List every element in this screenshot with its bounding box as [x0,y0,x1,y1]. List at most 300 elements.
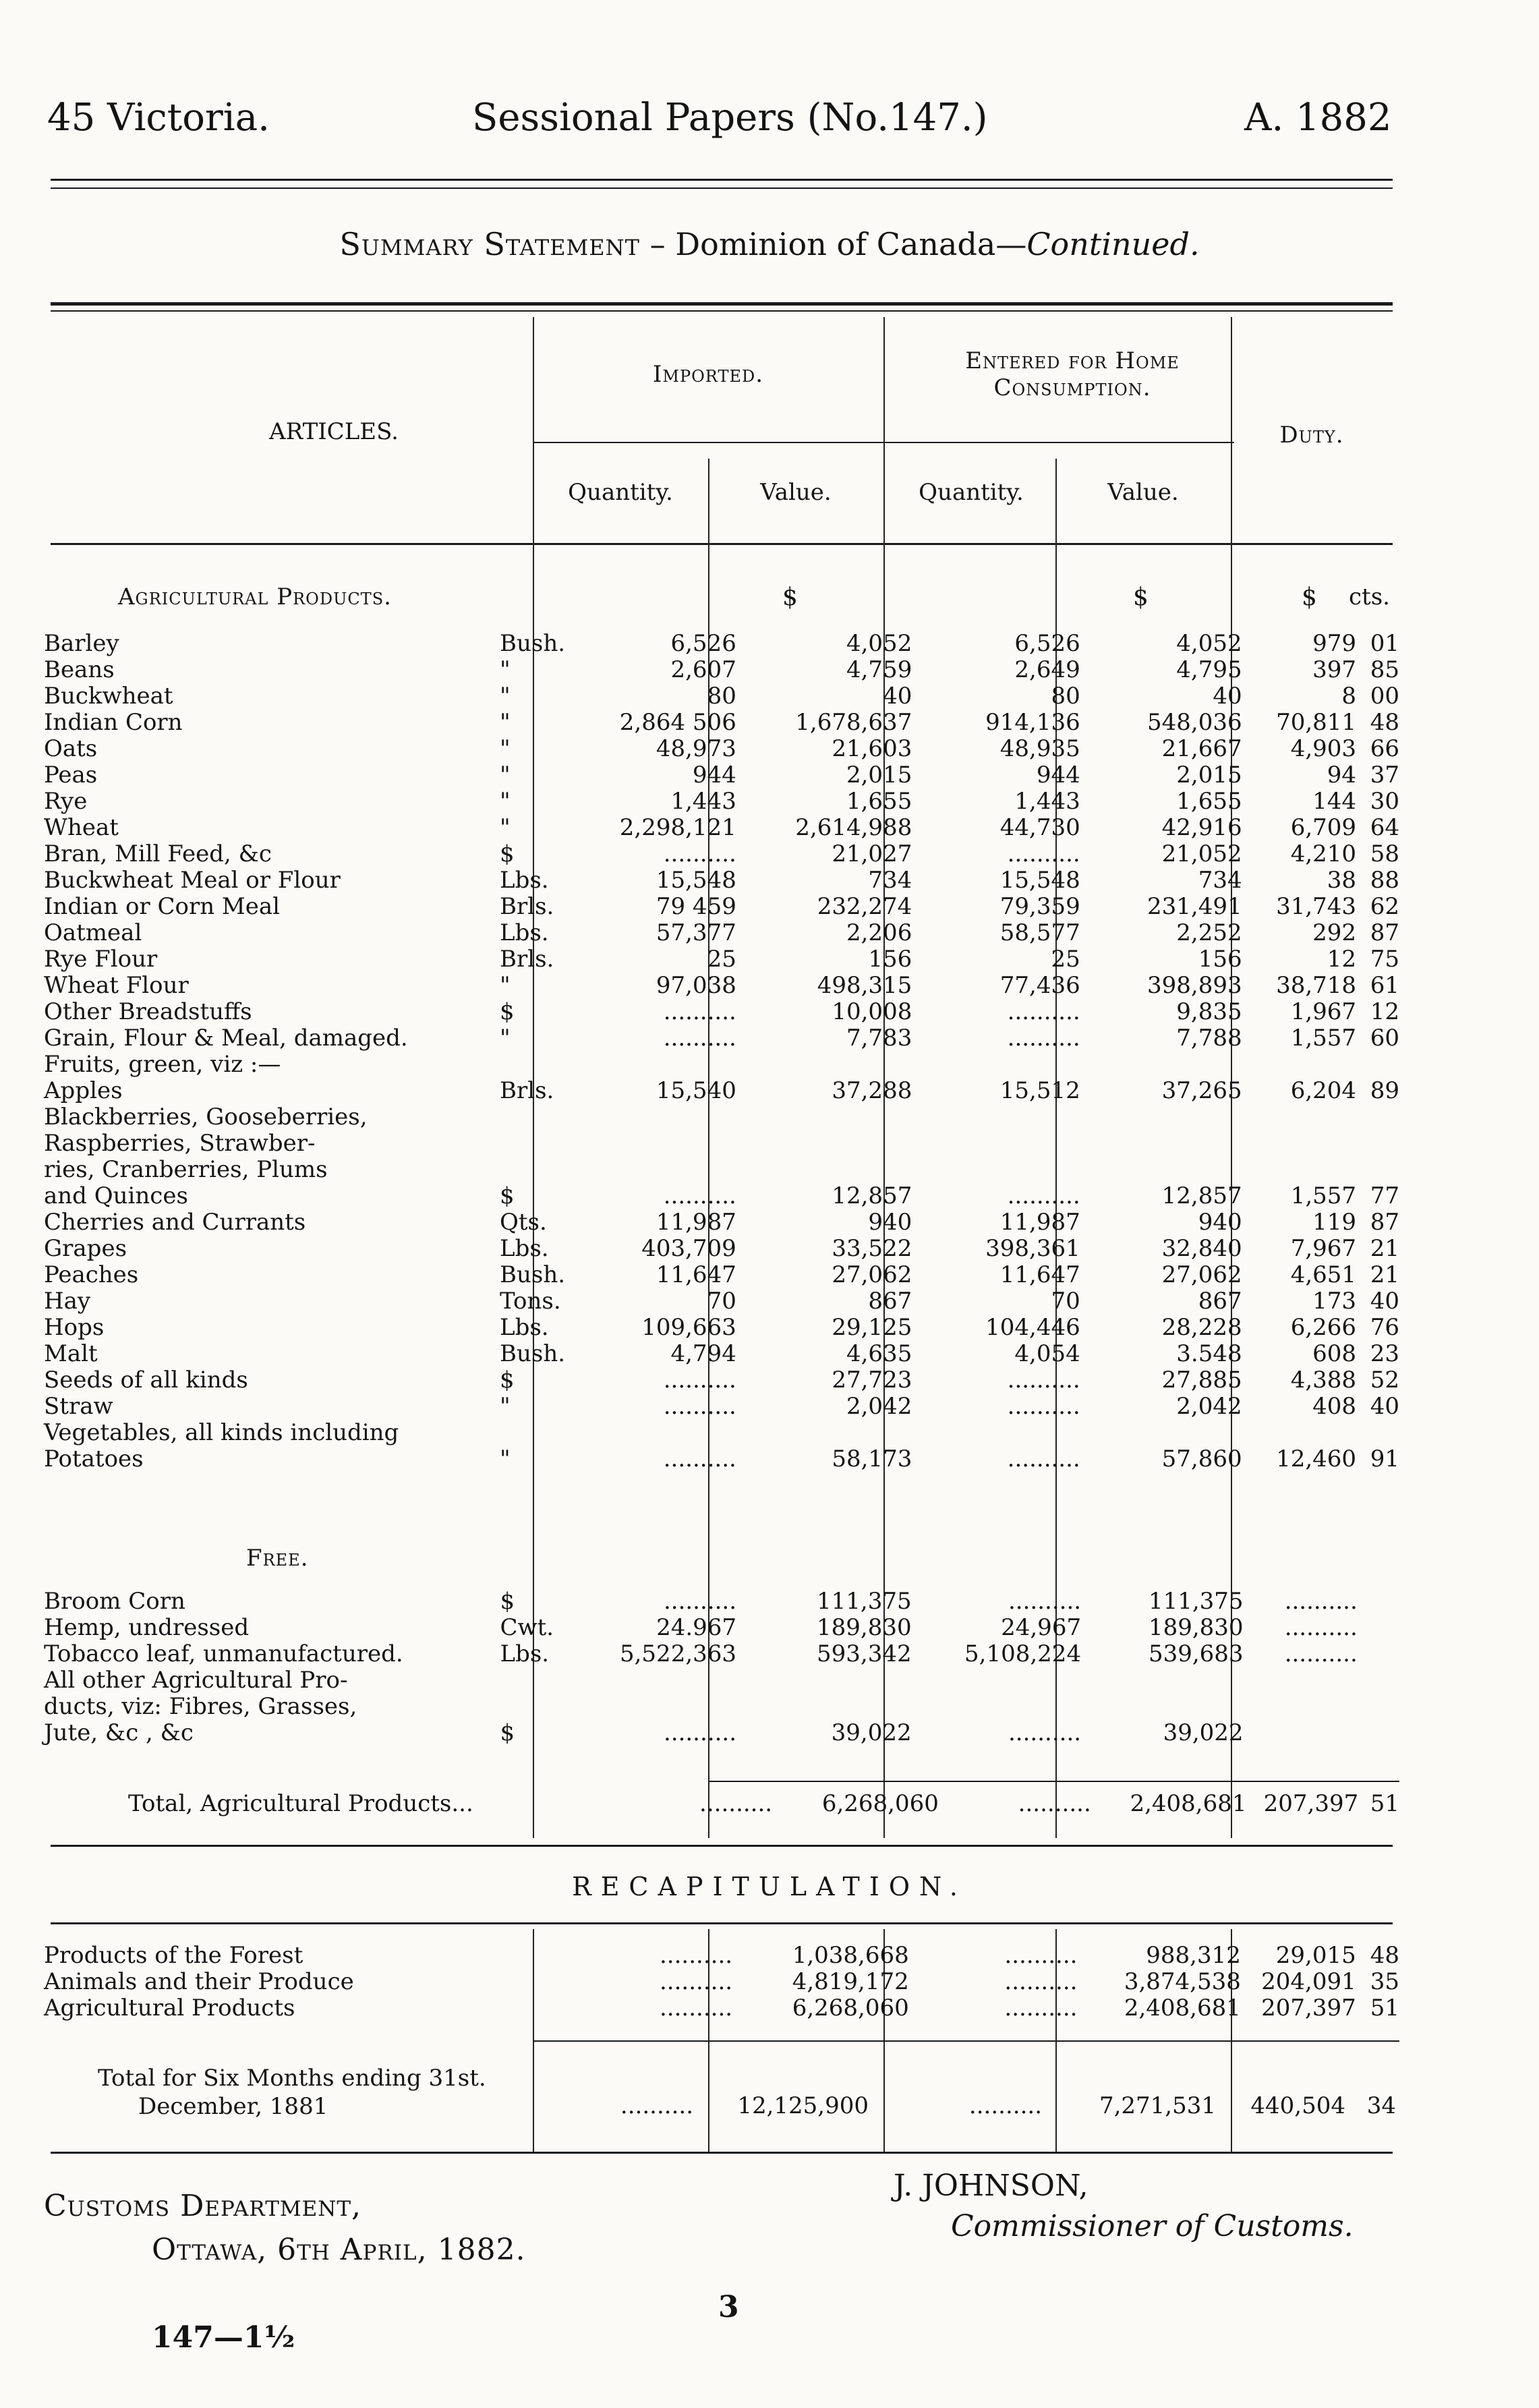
section-free: Free. [246,1545,309,1572]
article-name: Cherries and Currants [44,1209,306,1236]
duty-cents: 12 [1370,998,1399,1025]
entered-quantity: .......... [1007,840,1080,867]
col-quantity-imported: Quantity. [568,479,673,506]
agricultural-row [44,1315,1399,1341]
imported-value: 111,375 [817,1588,912,1615]
article-name: Products of the Forest [44,1942,303,1969]
duty-dollars: 173 [1312,1288,1357,1315]
entered-value: 867 [1198,1288,1242,1315]
entered-value: 27,885 [1161,1367,1242,1394]
recap-total-dd: 440,504 [1250,2092,1345,2119]
imported-value: 39,022 [831,1719,912,1746]
entered-quantity: .......... [1008,1588,1082,1615]
imported-value: 4,052 [846,630,912,657]
footer-department: Customs Department, [44,2189,362,2223]
agricultural-row [44,1078,1399,1104]
header-rule-1 [51,179,1393,181]
entered-value: 4,052 [1176,630,1242,657]
imported-value: 1,038,668 [792,1942,909,1969]
entered-value: 21,052 [1161,840,1242,867]
total-agri-dd: 207,397 [1263,1790,1359,1817]
entered-quantity: 2,649 [1014,656,1080,683]
header-rule-2 [51,188,1393,189]
unit: Lbs. [499,919,549,946]
article-name: Potatoes [44,1445,144,1472]
title-main: Dominion of Canada— [675,226,1027,262]
total-bottom-rule [51,1845,1393,1847]
entered-value: 42,916 [1161,814,1242,841]
duty-cents: 58 [1370,840,1399,867]
recap-total-line2: December, 1881 [138,2093,328,2120]
duty-dollars [1242,1052,1356,1078]
unit: Bush. [499,1261,566,1288]
entered-value: 57,860 [1161,1445,1242,1472]
recap-bottom-rule [51,2152,1393,2154]
duty-dollars: .......... [1284,1614,1358,1641]
duty-dollars: 397 [1312,656,1357,683]
title-continued: Continued. [1026,226,1200,262]
unit [500,1130,571,1157]
entered-value: 156 [1198,946,1242,973]
duty-dollars [1244,1667,1358,1694]
imported-quantity: 4,794 [670,1340,736,1367]
article-name: Agricultural Products [44,1995,295,2022]
imported-quantity: 97,038 [656,972,736,999]
duty-dollars: 12 [1327,946,1357,973]
duty-cents: 66 [1370,735,1399,762]
entered-quantity: 11,647 [999,1261,1080,1288]
free-table [44,1588,1399,1746]
agricultural-row [44,973,1399,999]
duty-cents: 37 [1370,762,1399,789]
total-agri-label: Total, Agricultural Products... [128,1790,473,1817]
recap-total-v2: 7,271,531 [1099,2092,1216,2119]
agricultural-row [44,631,1399,657]
duty-cents: 21 [1370,1261,1399,1288]
article-name: Oatmeal [44,919,142,946]
imported-quantity: 1,443 [670,788,736,815]
imported-value: 4,635 [846,1340,912,1367]
entered-value: 2,042 [1176,1393,1242,1420]
unit: $ [499,1182,515,1209]
unit [500,1694,570,1720]
imported-value: 498,315 [817,972,912,999]
article-name: Buckwheat Meal or Flour [44,867,341,894]
entered-value: 37,265 [1161,1077,1242,1104]
article-name: Peaches [44,1261,139,1288]
unit [499,1995,567,2022]
agricultural-row [44,920,1399,946]
page-title [0,226,1539,262]
total-agri-q2: .......... [1018,1790,1091,1817]
imported-quantity: .......... [660,1968,733,1995]
article-name: Fruits, green, viz :— [44,1051,281,1078]
unit: " [499,683,511,710]
unit: " [499,656,511,683]
free-row [44,1720,1399,1746]
total-agri-v1: 6,268,060 [821,1790,939,1817]
agricultural-row [44,999,1399,1025]
imported-value: 2,206 [846,919,912,946]
imported-quantity: .......... [663,1025,736,1052]
imported-quantity: .......... [663,998,736,1025]
article-name: Raspberries, Strawber- [44,1130,316,1157]
imported-quantity: .......... [663,1445,736,1472]
entered-value [1080,1157,1242,1183]
duty-cents [1358,1720,1399,1746]
duty-cents [1356,1420,1399,1446]
entered-value: 21,667 [1161,735,1242,762]
entered-quantity: 914,136 [985,709,1080,736]
footer-signer: J. JOHNSON, [894,2169,1088,2203]
imported-value: 1,678,637 [795,709,912,736]
duty-dollars: 408 [1312,1393,1357,1420]
duty-dollars: 608 [1312,1340,1357,1367]
entered-value: 734 [1198,867,1242,894]
imported-quantity: 57,377 [656,919,736,946]
agricultural-row [44,683,1399,710]
entered-quantity: 77,436 [999,972,1080,999]
duty-cents: 60 [1370,1025,1399,1052]
unit [499,1969,567,1995]
entered-value [1081,1694,1243,1720]
entered-value [1080,1130,1242,1157]
recap-row [44,1995,1399,2022]
entered-value [1080,1104,1242,1130]
agricultural-row [44,867,1399,894]
imported-quantity [571,1104,736,1130]
duty-cents: 64 [1370,814,1399,841]
duty-cents: 77 [1370,1182,1399,1209]
unit: Cwt. [500,1614,554,1641]
imported-quantity: 11,987 [656,1209,736,1236]
unit: $ [499,1367,515,1394]
imported-quantity: .......... [663,1393,736,1420]
unit [500,1420,571,1446]
imported-quantity: .......... [660,1995,733,2022]
agricultural-row [44,1130,1399,1157]
imported-quantity [571,1130,736,1157]
imported-quantity: .......... [663,1367,736,1394]
article-name: Indian or Corn Meal [44,893,280,920]
total-agri-row [44,1791,1399,1817]
imported-value: 156 [868,946,912,973]
entered-quantity: 80 [1051,683,1080,710]
recap-row [44,1969,1399,1995]
imported-value [736,1130,912,1157]
duty-dollars: 4,651 [1290,1261,1357,1288]
unit: " [499,1025,511,1052]
duty-cents [1358,1588,1399,1615]
duty-dollars [1242,1104,1356,1130]
imported-quantity: .......... [660,1942,733,1969]
agricultural-row [44,841,1399,867]
duty-cents: 01 [1370,630,1399,657]
agricultural-row [44,1209,1399,1236]
recap-rule [51,1922,1393,1924]
unit: $ [499,998,515,1025]
entered-value: 189,830 [1148,1614,1244,1641]
article-name: Barley [44,630,119,657]
duty-dollars: 94 [1327,762,1357,789]
imported-value [736,1052,912,1078]
article-name: Other Breadstuffs [44,998,252,1025]
article-name: Wheat Flour [44,972,189,999]
imported-value: 940 [868,1209,912,1236]
entered-value: 12,857 [1161,1182,1242,1209]
duty-cents: 76 [1370,1314,1399,1341]
agricultural-row [44,1420,1399,1446]
duty-dollars: 29,015 [1275,1942,1356,1969]
entered-quantity [912,1667,1081,1694]
header-year: A. 1882 [1244,96,1392,140]
entered-quantity: 5,108,224 [964,1640,1082,1667]
imported-value: 2,614,988 [795,814,912,841]
entered-quantity: .......... [1007,1393,1080,1420]
free-row [44,1615,1399,1641]
entered-value: 2,015 [1176,762,1242,789]
duty-cents: 88 [1370,867,1399,894]
article-name: Blackberries, Gooseberries, [44,1103,368,1130]
unit [500,1667,570,1694]
duty-dollars: 4,388 [1290,1367,1357,1394]
agricultural-row [44,1236,1399,1262]
total-agri-dc: 51 [1370,1790,1399,1817]
imported-quantity: 2,607 [670,656,736,683]
footer-signer-title: Commissioner of Customs. [951,2209,1354,2243]
duty-cents: 00 [1370,683,1399,710]
article-name: Buckwheat [44,683,173,710]
duty-cents [1358,1615,1399,1641]
imported-quantity: 109,663 [641,1314,736,1341]
unit: " [499,972,511,999]
col-value-entered: Value. [1107,479,1179,506]
imported-quantity [570,1667,736,1694]
duty-dollars [1242,1130,1356,1157]
imported-value: 232,274 [817,893,912,920]
recap-rows [44,1943,1399,2022]
imported-quantity: 2,298,121 [619,814,736,841]
imported-value: 27,723 [832,1367,912,1394]
title-rule-2 [51,310,1393,312]
agricultural-table [44,631,1399,1472]
entered-value: 4,795 [1176,656,1242,683]
agricultural-row [44,1394,1399,1420]
article-name: Hay [44,1288,91,1315]
currency-duty: $ [1302,583,1317,611]
duty-dollars: 38,718 [1276,972,1357,999]
article-name: Vegetables, all kinds including [44,1419,399,1446]
footer-place-date [152,2233,526,2267]
imported-value [736,1667,912,1694]
entered-quantity: 944 [1036,762,1080,789]
recap-total-dc: 34 [1366,2092,1396,2119]
imported-quantity [571,1157,736,1183]
imported-value [736,1104,912,1130]
duty-dollars: .......... [1284,1640,1358,1667]
duty-dollars: 1,967 [1290,998,1357,1025]
entered-quantity: .......... [1008,1719,1082,1746]
article-name: All other Agricultural Pro- [44,1667,348,1694]
title-dash: – [640,226,676,262]
head-bottom-rule [51,543,1393,545]
duty-dollars: 38 [1327,867,1357,894]
imported-value: 27,062 [832,1261,912,1288]
duty-cents: 91 [1370,1445,1399,1472]
col-entered: Entered for Home Consumption. [965,347,1180,401]
article-name: Straw [44,1393,113,1420]
imported-quantity: 403,709 [641,1235,736,1262]
free-row [44,1588,1399,1615]
duty-cents: 89 [1370,1077,1399,1104]
article-name: ries, Cranberries, Plums [44,1156,328,1183]
duty-cents [1356,1157,1399,1183]
article-name: Beans [44,656,115,683]
unit: Brls. [499,1077,554,1104]
entered-quantity: 58,577 [999,919,1080,946]
currency-entered: $ [1133,583,1149,611]
recap-total-line1: Total for Six Months ending 31st. [98,2065,486,2092]
unit: " [499,762,511,789]
imported-value: 1,655 [846,788,912,815]
agricultural-row [44,1052,1399,1078]
entered-value [1080,1420,1242,1446]
unit: Lbs. [500,1640,550,1667]
recap-total-rule [533,2040,1399,2042]
imported-value: 10,008 [832,998,912,1025]
article-name: Grapes [44,1235,127,1262]
total-agri-q1: .......... [699,1790,773,1817]
unit: Tons. [499,1288,561,1315]
imported-quantity: 48,973 [656,735,736,762]
unit: " [499,1393,511,1420]
entered-quantity [912,1157,1080,1183]
entered-value: 27,062 [1161,1261,1242,1288]
agricultural-row [44,762,1399,789]
unit: " [499,788,511,815]
agricultural-row [44,1183,1399,1209]
page-number: 3 [718,2290,739,2324]
imported-quantity: 15,548 [656,867,736,894]
duty-cents: 30 [1370,788,1399,815]
duty-dollars: 979 [1312,630,1357,657]
duty-cents: 40 [1370,1393,1399,1420]
entered-value [1080,1052,1242,1078]
unit [500,1104,571,1130]
title-rule [51,302,1393,306]
imported-value: 4,759 [846,656,912,683]
entered-quantity: 15,548 [999,867,1080,894]
entered-quantity: .......... [1007,1367,1080,1394]
total-agri-table [44,1791,1399,1817]
header-sessional-papers: Sessional Papers (No.147.) [472,96,988,140]
col-imported: Imported. [652,361,764,388]
entered-value: 1,655 [1176,788,1242,815]
entered-value: 28,228 [1161,1314,1242,1341]
entered-value: 2,252 [1176,919,1242,946]
duty-cents: 52 [1370,1367,1399,1394]
entered-quantity: 15,512 [999,1077,1080,1104]
entered-quantity: 4,054 [1014,1340,1080,1367]
duty-cents: 61 [1370,972,1399,999]
duty-dollars: 70,811 [1276,709,1357,736]
entered-quantity: .......... [1007,1182,1080,1209]
entered-quantity: 48,935 [999,735,1080,762]
duty-cents [1356,1052,1399,1078]
entered-quantity [912,1694,1081,1720]
entered-quantity: .......... [1004,1942,1078,1969]
unit [500,1052,571,1078]
entered-quantity: 70 [1051,1288,1080,1315]
imported-quantity: 6,526 [670,630,736,657]
entered-value: 2,408,681 [1124,1995,1241,2022]
agricultural-row [44,815,1399,841]
section-agricultural: Agricultural Products. [118,583,392,610]
entered-quantity: 44,730 [999,814,1080,841]
free-rows [44,1588,1399,1746]
currency-cents: cts. [1349,583,1390,610]
total-top-rule [708,1781,1399,1782]
agricultural-row [44,1262,1399,1288]
total-agri-v2: 2,408,681 [1130,1790,1247,1817]
imported-value [736,1694,912,1720]
duty-dollars: 204,091 [1261,1968,1356,1995]
entered-value: 7,788 [1176,1025,1242,1052]
agricultural-row [44,736,1399,762]
imported-value: 593,342 [817,1640,912,1667]
imported-value: 21,027 [832,840,912,867]
col-value-imported: Value. [760,479,832,506]
entered-quantity [912,1104,1080,1130]
unit: Bush. [499,630,566,657]
entered-value: 539,683 [1148,1640,1244,1667]
duty-dollars: 1,557 [1290,1025,1357,1052]
imported-value: 734 [868,867,912,894]
duty-dollars [1242,1420,1356,1446]
imported-value: 6,268,060 [792,1995,909,2022]
duty-cents: 62 [1370,893,1399,920]
agricultural-row [44,1341,1399,1367]
agricultural-rows [44,631,1399,1472]
imported-value [736,1157,912,1183]
entered-value: 988,312 [1146,1942,1241,1969]
imported-quantity: .......... [663,1182,736,1209]
unit: Qts. [499,1209,547,1236]
unit: $ [500,1588,515,1615]
agricultural-row [44,789,1399,815]
article-name: Hops [44,1314,105,1341]
imported-quantity: 25 [707,946,736,973]
duty-dollars: 4,903 [1290,735,1357,762]
recap-title: RECAPITULATION. [572,1872,967,1901]
imported-value: 2,042 [846,1393,912,1420]
duty-cents: 51 [1370,1995,1399,2022]
agricultural-row [44,1288,1399,1315]
entered-quantity [912,1130,1080,1157]
duty-cents: 35 [1370,1968,1399,1995]
duty-cents: 23 [1370,1340,1399,1367]
recap-total-q2: .......... [968,2092,1042,2119]
recap-total-q1: .......... [620,2092,693,2119]
entered-quantity: 104,446 [985,1314,1080,1341]
entered-quantity: .......... [1007,998,1080,1025]
agricultural-row [44,657,1399,683]
entered-value: 3.548 [1176,1340,1242,1367]
duty-cents: 75 [1370,946,1399,973]
imported-quantity: 944 [692,762,736,789]
imported-value: 40 [883,683,912,710]
imported-quantity: 15,540 [656,1077,736,1104]
